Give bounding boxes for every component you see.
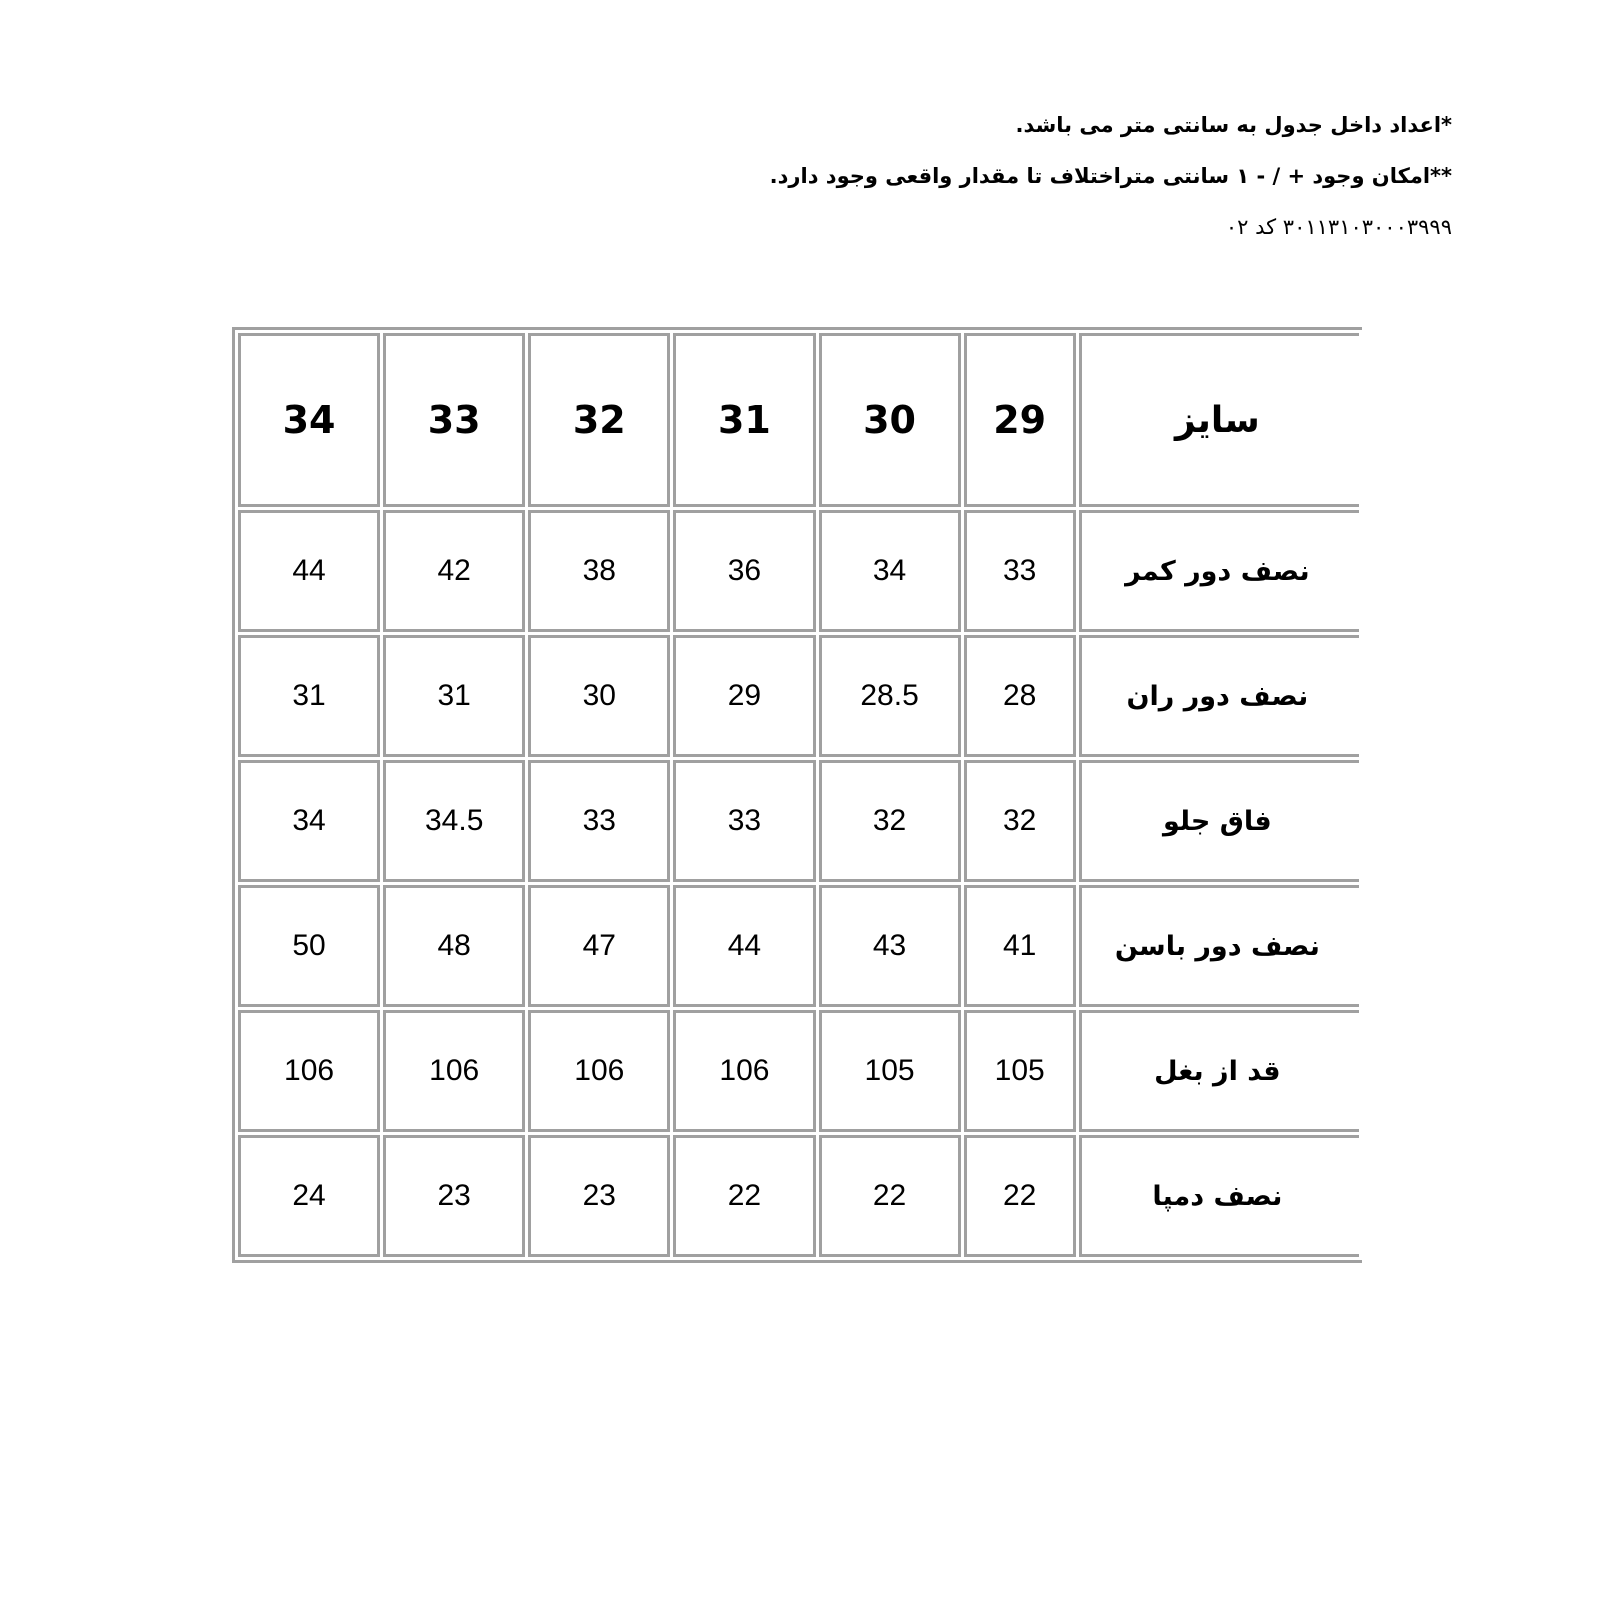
value-cell: 48 [383,885,525,1007]
value-cell: 44 [238,510,380,632]
value-cell: 50 [238,885,380,1007]
size-header-cell: 31 [673,333,815,507]
value-cell: 44 [673,885,815,1007]
header-row [238,333,1359,507]
value-cell: 31 [238,635,380,757]
value-cell: 34.5 [383,760,525,882]
value-cell: 36 [673,510,815,632]
value-cell: 34 [238,760,380,882]
value-cell: 43 [819,885,961,1007]
size-header-cell: 33 [383,333,525,507]
value-cell: 22 [819,1135,961,1257]
value-cell: 105 [819,1010,961,1132]
value-cell: 41 [964,885,1076,1007]
value-cell: 33 [964,510,1076,632]
notes-block [770,112,1452,265]
value-cell: 33 [673,760,815,882]
value-cell: 28.5 [819,635,961,757]
row-label: قد از بغل [1079,1010,1359,1132]
value-cell: 24 [238,1135,380,1257]
row-label: نصف دور کمر [1079,510,1359,632]
value-cell: 30 [528,635,670,757]
value-cell: 38 [528,510,670,632]
value-cell: 28 [964,635,1076,757]
value-cell: 105 [964,1010,1076,1132]
table-row [238,885,1359,1007]
table-row [238,635,1359,757]
value-cell: 29 [673,635,815,757]
size-header-cell: 30 [819,333,961,507]
value-cell: 23 [528,1135,670,1257]
value-cell: 106 [673,1010,815,1132]
row-label: نصف دور ران [1079,635,1359,757]
product-code: ۳۰۱۱۳۱۰۳۰۰۰۳۹۹۹ کد ۰۲ [1225,215,1452,239]
value-cell: 106 [383,1010,525,1132]
value-cell: 32 [819,760,961,882]
table-row [238,510,1359,632]
value-cell: 33 [528,760,670,882]
note-units: *اعداد داخل جدول به سانتی متر می باشد. [1015,113,1452,137]
value-cell: 106 [238,1010,380,1132]
value-cell: 31 [383,635,525,757]
value-cell: 106 [528,1010,670,1132]
table-row [238,1135,1359,1257]
size-header-cell: 34 [238,333,380,507]
size-header-label: سایز [1079,333,1359,507]
size-header-cell: 32 [528,333,670,507]
value-cell: 22 [673,1135,815,1257]
value-cell: 22 [964,1135,1076,1257]
size-chart-table [232,327,1362,1263]
size-header-cell: 29 [964,333,1076,507]
value-cell: 32 [964,760,1076,882]
value-cell: 42 [383,510,525,632]
value-cell: 34 [819,510,961,632]
row-label: نصف دمپا [1079,1135,1359,1257]
row-label: نصف دور باسن [1079,885,1359,1007]
value-cell: 47 [528,885,670,1007]
note-tolerance: **امکان وجود + / - ۱ سانتی متراختلاف تا مقدار واقعی وجود دارد. [769,164,1452,188]
table-row [238,1010,1359,1132]
table-row [238,760,1359,882]
row-label: فاق جلو [1079,760,1359,882]
value-cell: 23 [383,1135,525,1257]
